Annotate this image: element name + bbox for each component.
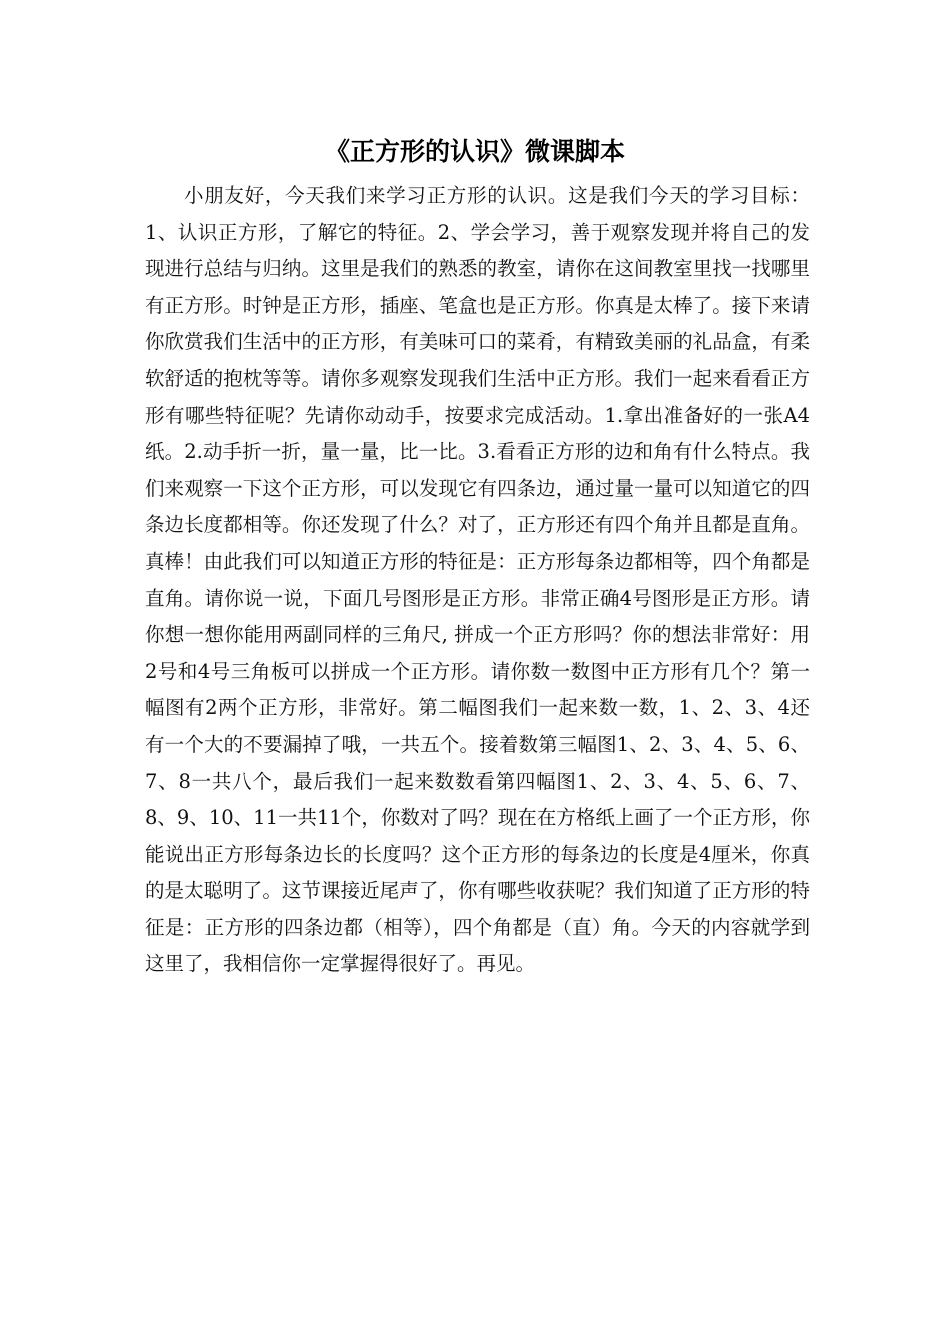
- document-paragraph: 小朋友好，今天我们来学习正方形的认识。这是我们今天的学习目标：1、认识正方形，了解它的特征。2、学会学习，善于观察发现并将自己的发现进行总结与归纳。这里是我们的熟悉的教室，请你在这间教室里找一找哪里有正方形。时钟是正方形，插座、笔盒也是正方形。你真是太棒了。接下来请你欣赏我们生活中的正方形，有美味可口的菜肴，有精致美丽的礼品盒，有柔软舒适的抱枕等等。请你多观察发现我们生活中正方形。我们一起来看看正方形有哪些特征呢？先请你动动手，按要求完成活动。1.拿出准备好的一张A4纸。2.动手折一折，量一量，比一比。3.看看正方形的边和角有什么特点。我们来观察一下这个正方形，可以发现它有四条边，通过量一量可以知道它的四条边长度都相等。你还发现了什么？对了，正方形还有四个角并且都是直角。真棒！由此我们可以知道正方形的特征是：正方形每条边都相等，四个角都是直角。请你说一说，下面几号图形是正方形。非常正确4号图形是正方形。请你想一想你能用两副同样的三角尺, 拼成一个正方形吗？你的想法非常好：用2号和4号三角板可以拼成一个正方形。请你数一数图中正方形有几个？第一幅图有2两个正方形，非常好。第二幅图我们一起来数一数，1、2、3、4还有一个大的不要漏掉了哦，一共五个。接着数第三幅图1、2、3、4、5、6、7、8一共八个，最后我们一起来数数看第四幅图1、2、3、4、5、6、7、8、9、10、11一共11个，你数对了吗？现在在方格纸上画了一个正方形，你能说出正方形每条边长的长度吗？这个正方形的每条边的长度是4厘米，你真的是太聪明了。这节课接近尾声了，你有哪些收获呢？我们知道了正方形的特征是：正方形的四条边都（相等），四个角都是（直）角。今天的内容就学到这里了，我相信你一定掌握得很好了。再见。: [145, 184, 810, 976]
- document-title: 《正方形的认识》微课脚本: [324, 137, 625, 166]
